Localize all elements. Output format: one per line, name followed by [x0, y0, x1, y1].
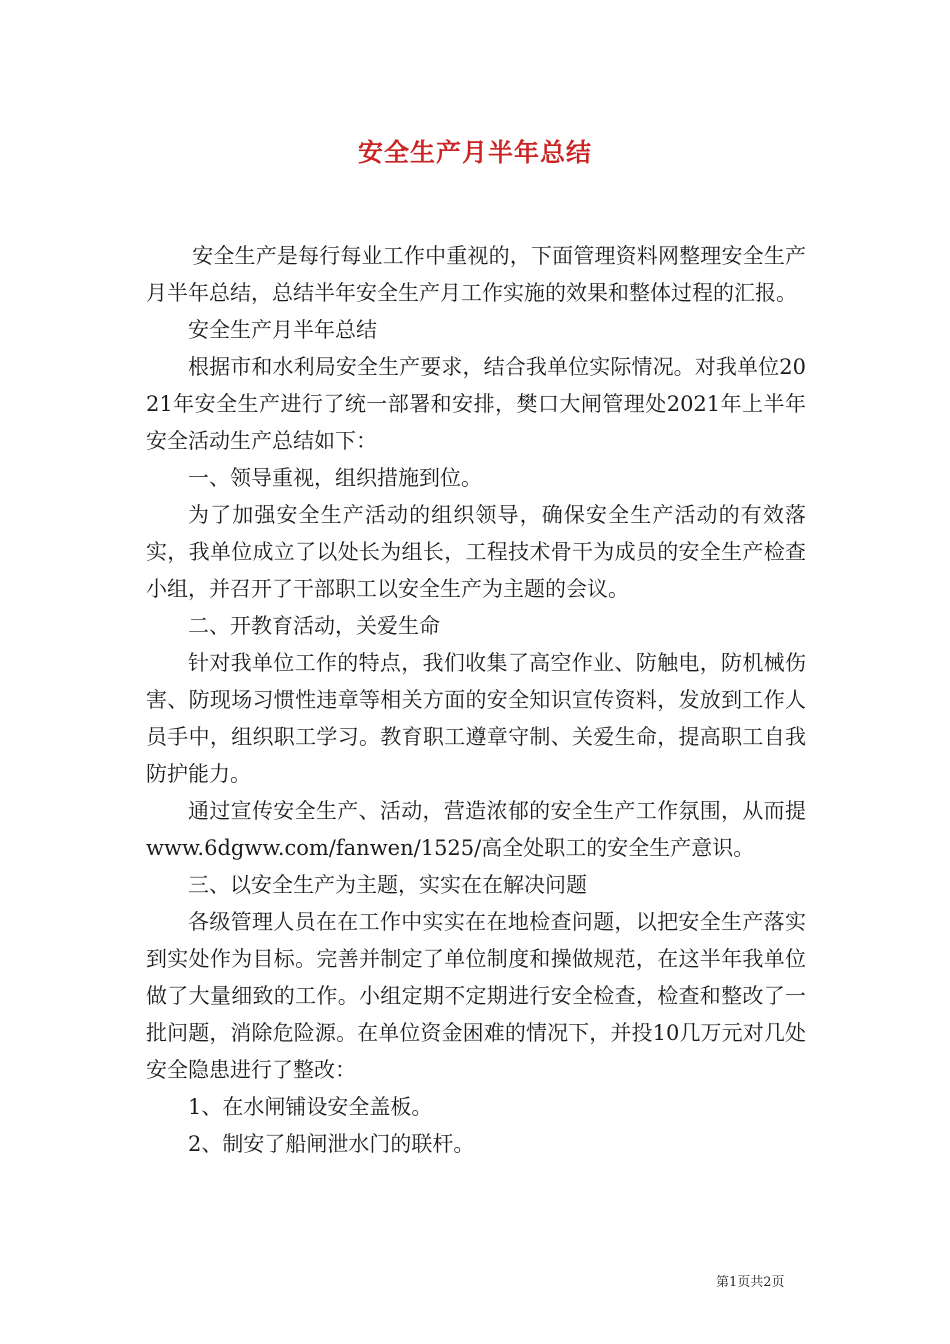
section-heading-3: 三、以安全生产为主题，实实在在解决问题: [188, 873, 587, 897]
paragraph: 为了加强安全生产活动的组织领导，确保安全生产活动的有效落实，我单位成立了以处长为组长，工程技术骨干为成员的安全生产检查小组，并召开了干部职工以安全生产为主题的会议。: [146, 503, 806, 601]
section-heading-1: 一、领导重视，组织措施到位。: [188, 466, 482, 490]
paragraph: 针对我单位工作的特点，我们收集了高空作业、防触电，防机械伤害、防现场习惯性违章等相关方面的安全知识宣传资料，发放到工作人员手中，组织职工学习。教育职工遵章守制、关爱生命，提高职工自我防护能力。: [146, 651, 806, 786]
paragraph: 根据市和水利局安全生产要求，结合我单位实际情况。对我单位2021年安全生产进行了统一部署和安排，樊口大闸管理处2021年上半年安全活动生产总结如下：: [146, 355, 806, 453]
paragraph-intro: 安全生产是每行每业工作中重视的，下面管理资料网整理安全生产月半年总结，总结半年安全生产月工作实施的效果和整体过程的汇报。: [146, 244, 806, 305]
section-heading-2: 二、开教育活动，关爱生命: [188, 614, 440, 638]
document-body: [146, 238, 806, 1163]
list-item: 2、制安了船闸泄水门的联杆。: [188, 1132, 475, 1156]
page-number: 第1页共2页: [716, 1275, 785, 1290]
paragraph-subtitle: 安全生产月半年总结: [188, 318, 377, 342]
document-title: 安全生产月半年总结: [357, 138, 592, 167]
paragraph: 通过宣传安全生产、活动，营造浓郁的安全生产工作氛围，从而提www.6dgww.com/fanwen/1525/高全处职工的安全生产意识。: [146, 799, 806, 860]
paragraph: 各级管理人员在在工作中实实在在地检查问题，以把安全生产落实到实处作为目标。完善并制定了单位制度和操做规范，在这半年我单位做了大量细致的工作。小组定期不定期进行安全检查，检查和整改了一批问题，消除危险源。在单位资金困难的情况下，并投10几万元对几处安全隐患进行了整改：: [146, 910, 806, 1082]
list-item: 1、在水闸铺设安全盖板。: [188, 1095, 433, 1119]
